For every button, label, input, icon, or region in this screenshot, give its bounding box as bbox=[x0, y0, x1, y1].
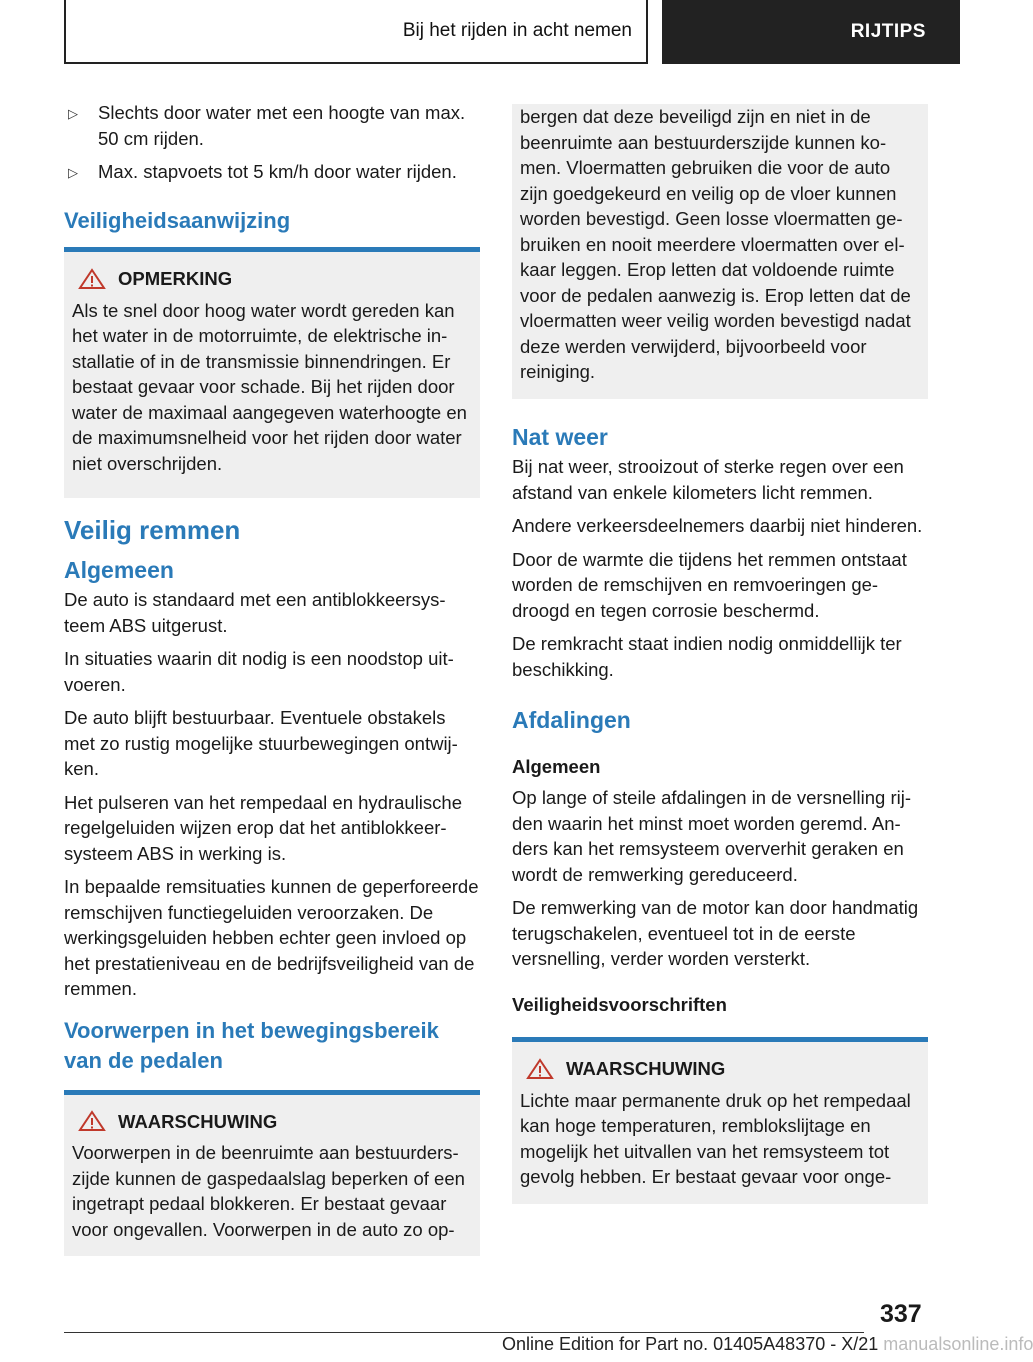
warning-box-title bbox=[520, 1056, 920, 1082]
braking-heading: Veilig remmen bbox=[64, 515, 241, 545]
warning-text: Lichte maar permanente druk op het rempedaal kan hoge temperaturen, remblokslijtage en mogelijk het uitvallen van het remsysteem tot gevolg hebben. Er bestaat gevaar voor onge- bbox=[520, 1089, 911, 1187]
descent-subheading: Algemeen bbox=[512, 755, 601, 777]
warning-triangle-icon bbox=[526, 1058, 554, 1080]
paragraph: De auto blijft bestuurbaar. Eventuele obstakels met zo rustig mogelijke stuurbewegingen ontwijken. bbox=[64, 707, 458, 779]
header-chapter-tab bbox=[662, 0, 960, 64]
note-box-title bbox=[72, 266, 472, 292]
bullet-text: Max. stapvoets tot 5 km/h door water rijden. bbox=[98, 161, 457, 182]
paragraph: Het pulseren van het rempedaal en hydraulische regelgeluiden wijzen erop dat het antiblokkeersysteem ABS in werking is. bbox=[64, 791, 462, 864]
paragraph: De remkracht staat indien nodig onmiddellijk ter beschikking. bbox=[512, 633, 902, 680]
warning-text: Voorwerpen in de beenruimte aan bestuurderszijde kunnen de gaspedaalslag beperken of een ingetrapt pedaal blokkeren. Er bestaat gevaar voor ongevallen. Voorwerpen in de auto zo op- bbox=[72, 1142, 465, 1240]
paragraph: In situaties waarin dit nodig is een noodstop uitvoeren. bbox=[64, 648, 454, 695]
triangle-bullet-icon: ▷ bbox=[68, 106, 78, 121]
watermark-text: manualsonline.info bbox=[883, 1334, 1033, 1354]
left-column bbox=[64, 100, 480, 1274]
warning-box-title bbox=[72, 1109, 472, 1135]
warning-box-continued bbox=[512, 104, 928, 399]
warning-triangle-icon bbox=[78, 268, 106, 290]
note-text: Als te snel door hoog water wordt gereden kan het water in de motorruimte, de elektrische installatie of in de transmissie binnendringen. Er bestaat gevaar voor schade. Bij het rijden door water de maximaal aangegeven waterhoogte en de maximumsnelheid voor het rijden door water niet overschrijden. bbox=[72, 299, 467, 474]
warning-box bbox=[512, 1037, 928, 1204]
safety-heading: Veiligheidsaanwijzing bbox=[64, 207, 291, 233]
chapter-label: RIJTIPS bbox=[850, 21, 926, 42]
descent-heading: Afdalingen bbox=[512, 707, 631, 733]
bullet-text: Slechts door water met een hoogte van max. 50 cm rijden. bbox=[98, 102, 466, 149]
note-box bbox=[64, 247, 480, 498]
general-heading: Algemeen bbox=[64, 556, 174, 583]
warning-title: WAARSCHUWING bbox=[118, 1110, 278, 1132]
page-number: 337 bbox=[880, 1300, 922, 1328]
paragraph: Andere verkeersdeelnemers daarbij niet hinderen. bbox=[512, 515, 923, 536]
paragraph: In bepaalde remsituaties kunnen de geperforeerde remschijven functiegeluiden veroorzaken. De werkingsgeluiden hebben echter geen invloed op het prestatieniveau en de bedrijfsveiligheid van de remmen. bbox=[64, 876, 479, 999]
paragraph: Op lange of steile afdalingen in de versnelling rijden waarin het minst moet worden geremd. Anders kan het remsysteem oververhit geraken en wordt de remwerking gereduceerd. bbox=[512, 787, 912, 885]
safety-rules-heading: Veiligheidsvoorschriften bbox=[512, 993, 727, 1015]
section-title: Bij het rijden in acht nemen bbox=[402, 20, 632, 41]
paragraph: Door de warmte die tijdens het remmen ontstaat worden de remschijven en remvoeringen gedroogd en tegen corrosie beschermd. bbox=[512, 548, 907, 621]
warning-triangle-icon bbox=[78, 1110, 106, 1132]
paragraph: De remwerking van de motor kan door handmatig terugschakelen, eventueel tot in de eerste versnelling, verder worden versterkt. bbox=[512, 897, 919, 969]
paragraph: Bij nat weer, strooizout of sterke regen over een afstand van enkele kilometers licht remmen. bbox=[512, 456, 904, 503]
header-section-title bbox=[64, 0, 648, 64]
footer-edition-text bbox=[502, 1334, 1033, 1355]
triangle-bullet-icon: ▷ bbox=[68, 165, 78, 180]
right-column bbox=[512, 104, 928, 1222]
warning-title: WAARSCHUWING bbox=[566, 1058, 726, 1079]
wet-heading: Nat weer bbox=[512, 423, 608, 450]
list-item bbox=[64, 100, 480, 151]
edition-text: Online Edition for Part no. 01405A48370 - X/21 bbox=[502, 1334, 879, 1354]
note-title: OPMERKING bbox=[118, 268, 233, 289]
list-item bbox=[64, 159, 480, 186]
warning-text-continued: bergen dat deze beveiligd zijn en niet in de beenruimte aan bestuurderszijde kunnen komen. Vloermatten gebruiken die voor de auto zijn goedgekeurd en veilig op de vloer kunnen worden bevestigd. Geen losse vloermatten gebruiken en nooit meerdere vloermatten over elkaar leggen. Erop letten dat voldoende ruimte voor de pedalen aanwezig is. Erop letten dat de vloermatten weer veilig worden bevestigd nadat deze werden verwijderd, bijvoorbeeld voor reiniging. bbox=[520, 106, 911, 382]
warning-box bbox=[64, 1090, 480, 1257]
footer-divider bbox=[64, 1332, 864, 1333]
pedal-heading: Voorwerpen in het bewegingsbereik van de pedalen bbox=[64, 1017, 439, 1073]
paragraph: De auto is standaard met een antiblokkeersysteem ABS uitgerust. bbox=[64, 589, 446, 636]
